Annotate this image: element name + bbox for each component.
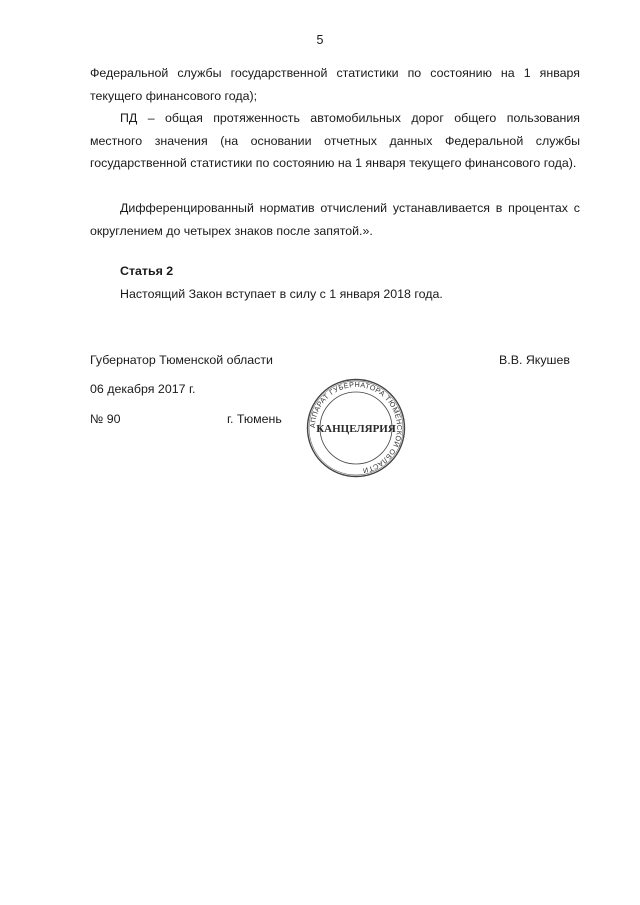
paragraph-normative: Дифференцированный норматив отчислений устанавливается в процентах с округлением до четырех знаков после запятой.». [90,201,580,238]
signature-title: Губернатор Тюменской области [90,353,273,367]
signature-city: г. Тюмень [227,412,282,426]
article-text: Настоящий Закон вступает в силу с 1 января 2018 года. [120,287,443,301]
signature-name: В.В. Якушев [499,353,570,367]
article-heading: Статья 2 [120,264,174,278]
document-number: № 90 [90,412,121,426]
page-number: 5 [316,33,324,47]
official-stamp [306,378,406,478]
paragraph-pd-definition: ПД – общая протяженность автомобильных дорог общего пользования местного значения (на основании отчетных данных Федеральной службы государственной статистики по состоянию на 1 января текущего финансового года). [90,111,580,170]
paragraph-continuation: Федеральной службы государственной статистики по состоянию на 1 января текущего финансового года); [90,66,580,103]
signature-date: 06 декабря 2017 г. [90,382,196,396]
stamp-outer-text: АППАРАТ ГУБЕРНАТОРА ТЮМЕНСКОЙ ОБЛАСТИ [307,379,405,476]
stamp-center-text: КАНЦЕЛЯРИЯ [316,423,396,435]
